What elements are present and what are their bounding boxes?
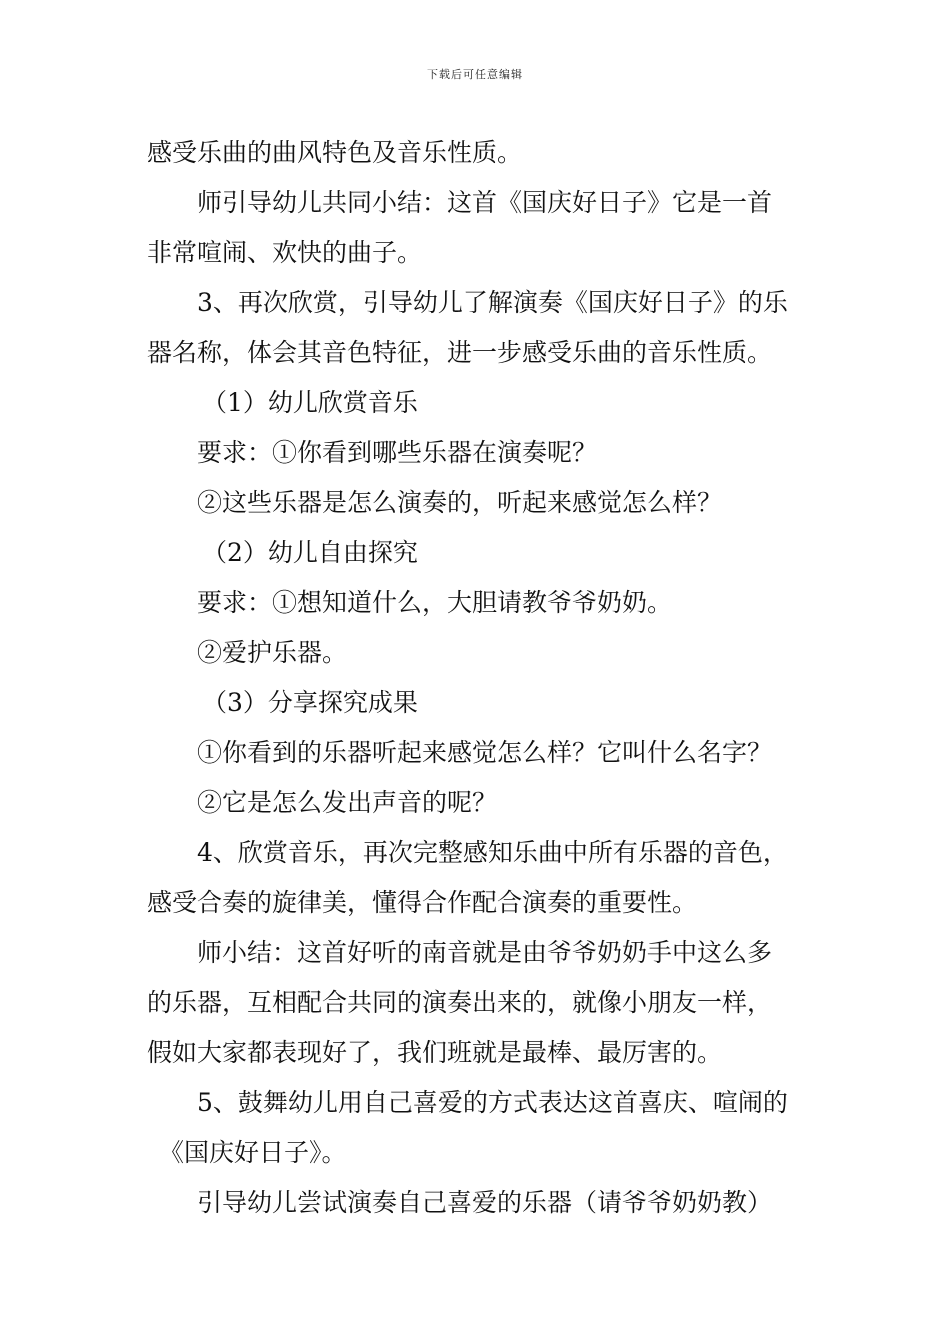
text-line: 3、再次欣赏，引导幼儿了解演奏《国庆好日子》的乐: [197, 288, 788, 317]
text-line: 4、欣赏音乐，再次完整感知乐曲中所有乐器的音色，: [197, 838, 788, 867]
text-line: ②它是怎么发出声音的呢？: [197, 788, 498, 817]
text-line: ①你看到的乐器听起来感觉怎么样？它叫什么名字？: [197, 738, 773, 767]
text-line: 假如大家都表现好了，我们班就是最棒、最厉害的。: [147, 1038, 723, 1067]
text-line: 师引导幼儿共同小结：这首《国庆好日子》它是一首: [197, 188, 773, 217]
text-line: 要求：①你看到哪些乐器在演奏呢？: [197, 438, 598, 467]
text-line: 感受乐曲的曲风特色及音乐性质。: [147, 138, 523, 167]
text-line: 的乐器，互相配合共同的演奏出来的，就像小朋友一样，: [147, 988, 773, 1017]
text-line: ②这些乐器是怎么演奏的，听起来感觉怎么样？: [197, 488, 723, 517]
text-line: ②爱护乐器。: [197, 638, 348, 667]
page-header-note: 下载后可任意编辑: [427, 68, 523, 81]
text-line: 器名称，体会其音色特征，进一步感受乐曲的音乐性质。: [147, 338, 773, 367]
text-line: （3）分享探究成果: [202, 688, 418, 717]
text-line: 师小结：这首好听的南音就是由爷爷奶奶手中这么多: [197, 938, 773, 967]
text-line: 感受合奏的旋律美，懂得合作配合演奏的重要性。: [147, 888, 698, 917]
text-line: 5、鼓舞幼儿用自己喜爱的方式表达这首喜庆、喧闹的: [197, 1088, 788, 1117]
text-line: （1）幼儿欣赏音乐: [202, 388, 418, 417]
text-line: 引导幼儿尝试演奏自己喜爱的乐器（请爷爷奶奶教）: [197, 1188, 773, 1217]
document-body: [147, 128, 817, 1228]
text-line: 非常喧闹、欢快的曲子。: [147, 238, 423, 267]
text-line: （2）幼儿自由探究: [202, 538, 418, 567]
text-line: 《国庆好日子》。: [159, 1138, 347, 1167]
text-line: 要求：①想知道什么，大胆请教爷爷奶奶。: [197, 588, 673, 617]
